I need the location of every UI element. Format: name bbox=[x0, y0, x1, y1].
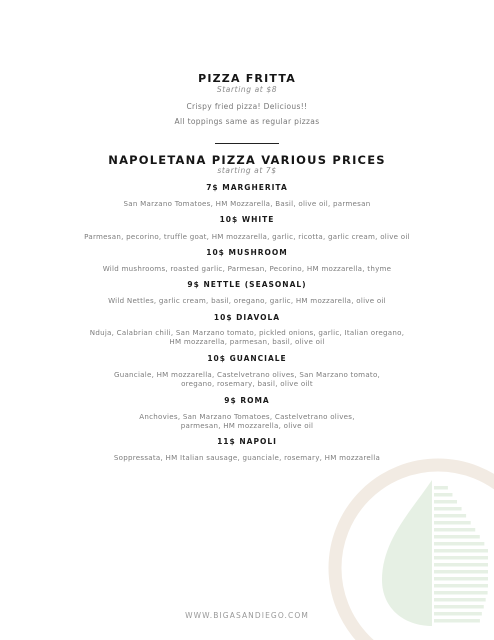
menu-item-desc: Guanciale, HM mozzarella, Castelvetrano olives, San Marzano tomato, bbox=[113, 370, 381, 379]
menu-item-desc: Wild mushrooms, roasted garlic, Parmesan, Pecorino, HM mozzarella, thyme bbox=[102, 264, 392, 273]
menu-item-name: 10$ MUSHROOM bbox=[206, 248, 288, 257]
menu-item-desc: parmesan, HM mozzarella, olive oil bbox=[180, 421, 314, 430]
menu-item-desc: Nduja, Calabrian chili, San Marzano tomato, pickled onions, garlic, Italian oregano, bbox=[89, 328, 405, 337]
fritta-line-1: Crispy fried pizza! Delicious!! bbox=[186, 102, 308, 111]
menu-item-desc: San Marzano Tomatoes, HM Mozzarella, Basil, olive oil, parmesan bbox=[123, 199, 371, 208]
menu-item-desc: HM mozzarella, parmesan, basil, olive oil bbox=[169, 337, 325, 346]
footer-website[interactable]: WWW.BIGASANDIEGO.COM bbox=[185, 611, 309, 620]
fritta-subtitle: Starting at $8 bbox=[216, 85, 278, 94]
menu-item-desc: Parmesan, pecorino, truffle goat, HM mozzarella, garlic, ricotta, garlic cream, olive oil bbox=[84, 232, 410, 241]
menu-item-desc: oregano, rosemary, basil, olive oilt bbox=[181, 379, 313, 388]
fritta-title: PIZZA FRITTA bbox=[198, 72, 296, 85]
biga-logo-watermark bbox=[320, 440, 494, 640]
menu-item-desc: Wild Nettles, garlic cream, basil, oregano, garlic, HM mozzarella, olive oil bbox=[108, 296, 386, 305]
napoletana-title: NAPOLETANA PIZZA VARIOUS PRICES bbox=[108, 153, 386, 167]
menu-item-name: 11$ NAPOLI bbox=[217, 437, 277, 446]
napoletana-subtitle: starting at 7$ bbox=[217, 166, 277, 175]
menu-item-name: 9$ NETTLE (SEASONAL) bbox=[187, 280, 307, 289]
menu-item-desc: Anchovies, San Marzano Tomatoes, Castelvetrano olives, bbox=[139, 412, 355, 421]
menu-item-name: 7$ MARGHERITA bbox=[206, 183, 288, 192]
fritta-line-2: All toppings same as regular pizzas bbox=[174, 117, 320, 126]
menu-item-name: 9$ ROMA bbox=[224, 396, 270, 405]
menu-item-name: 10$ WHITE bbox=[219, 215, 275, 224]
menu-item-name: 10$ DIAVOLA bbox=[213, 313, 281, 322]
menu-item-name: 10$ GUANCIALE bbox=[207, 354, 287, 363]
menu-item-desc: Soppressata, HM Italian sausage, guanciale, rosemary, HM mozzarella bbox=[113, 453, 381, 462]
section-divider bbox=[215, 143, 279, 144]
